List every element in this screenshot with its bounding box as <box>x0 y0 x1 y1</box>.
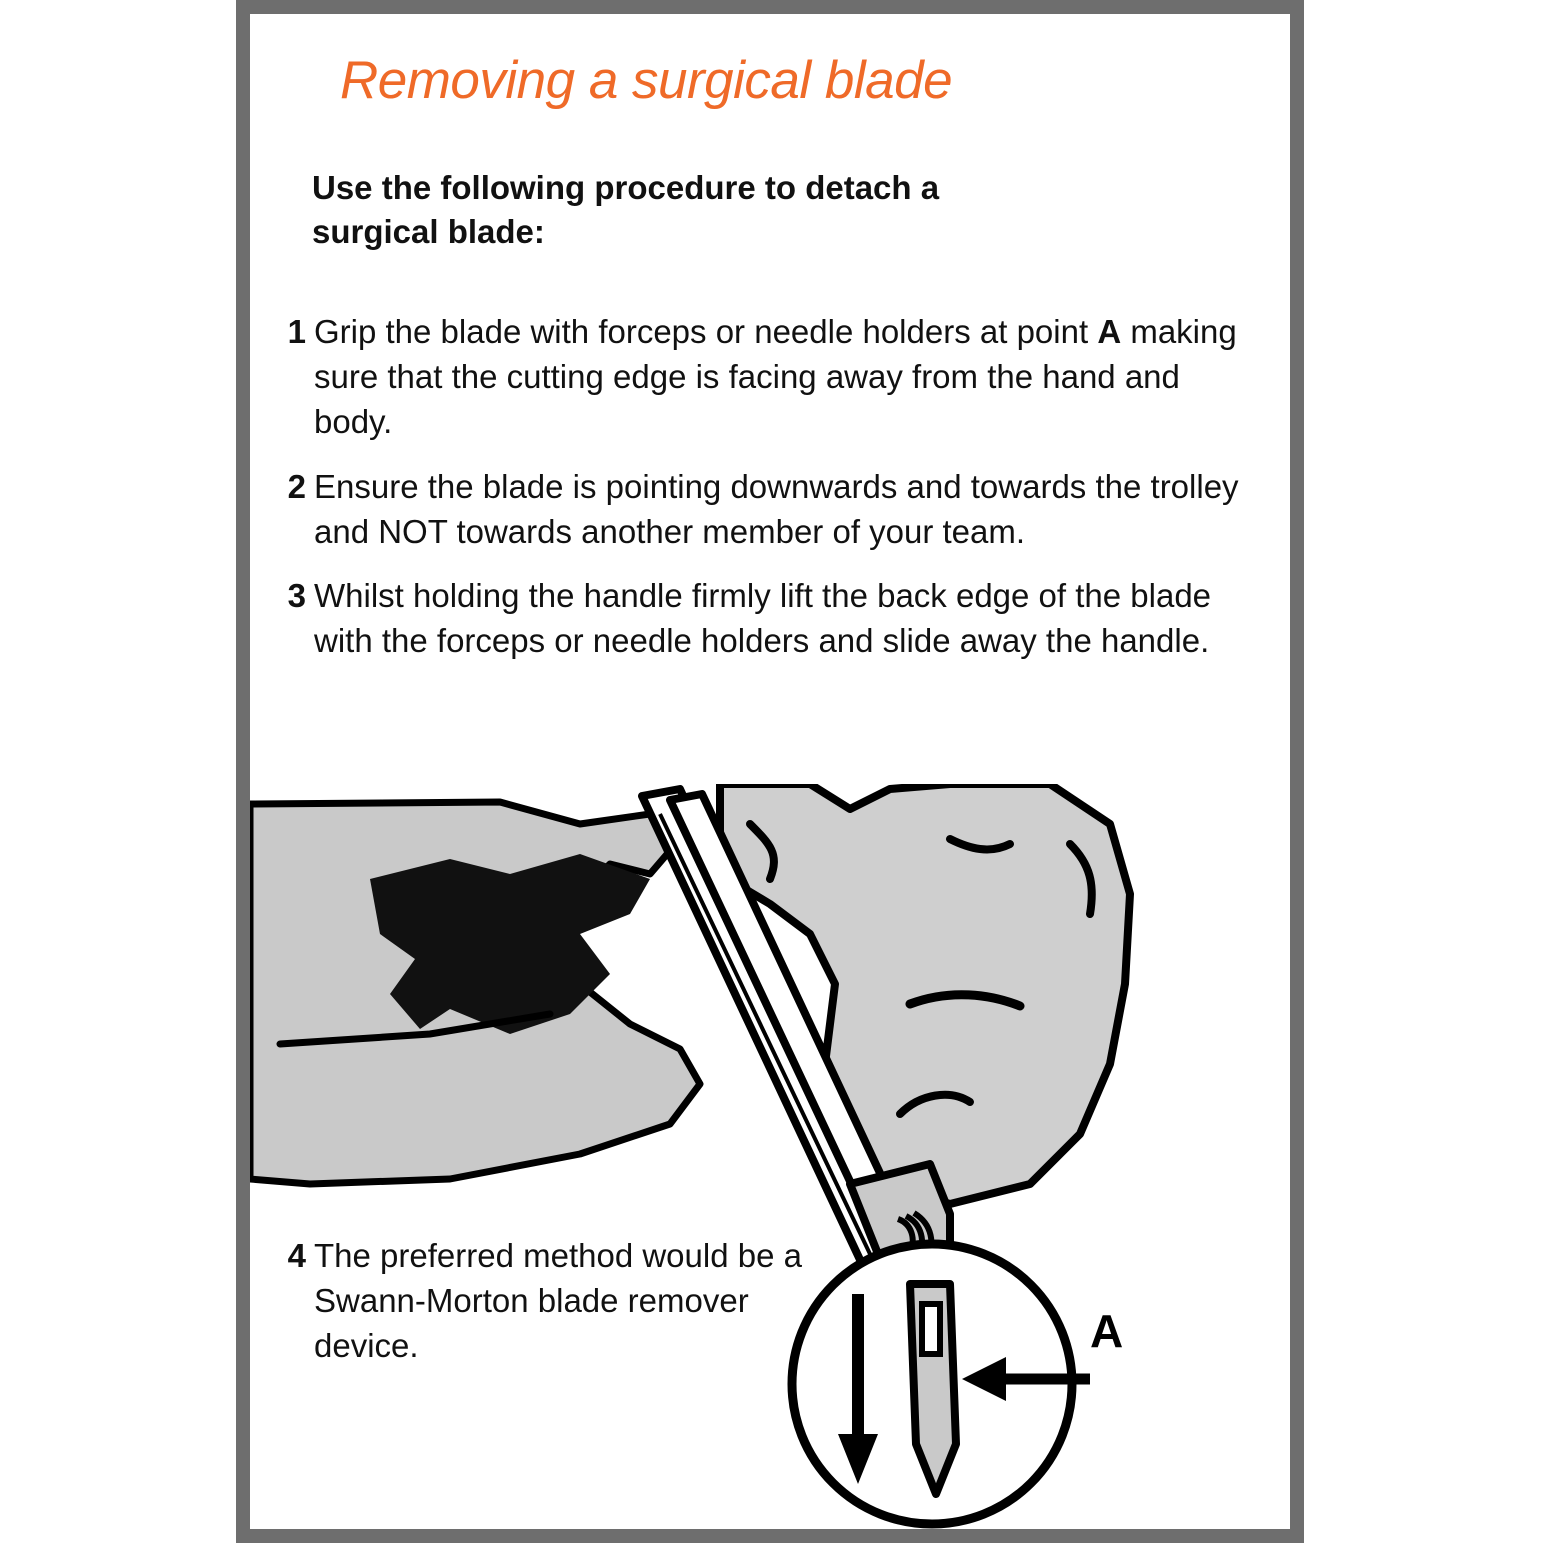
intro-paragraph <box>312 166 1102 254</box>
intro-text-line2: surgical blade: <box>312 212 545 250</box>
step-1-part1: Grip the blade with forceps or needle holders at point <box>314 313 1098 350</box>
step-1-part2: making sure that the cutting edge is facing away from the hand and body. <box>314 313 1237 440</box>
step-number-4: 4 <box>287 1237 306 1274</box>
illustration-hand-scalpel <box>250 784 1290 1529</box>
steps-list <box>272 310 1282 684</box>
page-title: Removing a surgical blade <box>340 51 953 110</box>
step-item-1 <box>272 310 1282 445</box>
step-item-4 <box>272 1234 812 1369</box>
step-number-2: 2 <box>287 467 306 505</box>
step-text-3: Whilst holding the handle firmly lift the back edge of the blade with the forceps or needle holders and slide away the handle. <box>314 577 1212 660</box>
intro-text-part2: a <box>911 169 940 206</box>
step-item-2 <box>272 465 1282 555</box>
detail-circle <box>792 1244 1090 1524</box>
instruction-card <box>250 14 1290 1529</box>
step-1-bold: A <box>1097 313 1122 350</box>
step-text-2: Ensure the blade is pointing downwards and towards the trolley and NOT towards another member of your team. <box>314 467 1239 550</box>
step-number-1: 1 <box>287 313 306 350</box>
glove-shape <box>250 802 700 1184</box>
intro-text-part1: Use the following procedure to <box>312 169 806 206</box>
callout-label-a: A <box>1090 1305 1124 1357</box>
step-number-3: 3 <box>287 577 306 615</box>
step-text-1 <box>314 310 1282 445</box>
intro-text-bold: detach <box>805 169 912 206</box>
step-text-4: The preferred method would be a Swann-Morton blade remover device. <box>314 1237 802 1364</box>
step-item-3 <box>272 574 1282 664</box>
